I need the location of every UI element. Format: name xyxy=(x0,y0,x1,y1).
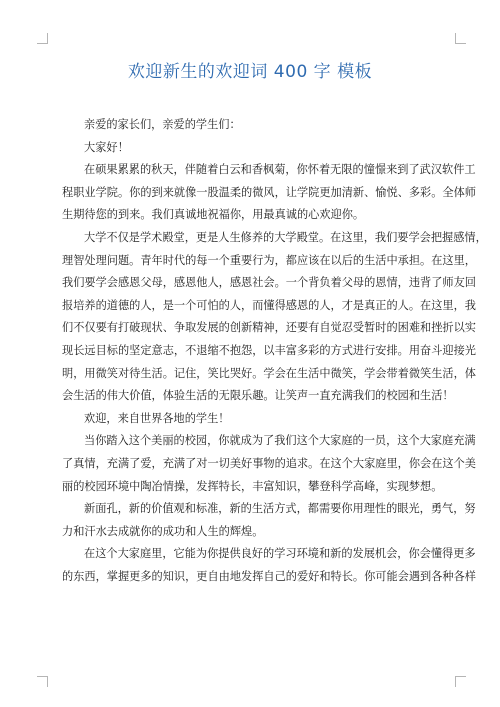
body-line: 力和汗水去成就你的成功和人生的辉煌。 xyxy=(62,524,264,538)
document-body xyxy=(62,114,487,588)
body-line: 欢迎，来自世界各地的学生！ xyxy=(84,411,230,425)
body-line: 现长远目标的坚定意志，不退缩不抱怨，以丰富多彩的方式进行安排。用奋斗迎接光 xyxy=(62,343,476,357)
crop-mark-top-right xyxy=(455,33,466,44)
body-line: 亲爱的家长们，亲爱的学生们： xyxy=(84,118,241,131)
body-line: 我们要学会感恩父母，感恩他人，感恩社会。一个背负着父母的恩情，违背了师友回 xyxy=(62,276,476,290)
body-line: 新面孔，新的价值观和标准，新的生活方式，都需要你用理性的眼光，勇气，努 xyxy=(84,502,476,516)
body-line: 了真情，充满了爱，充满了对一切美好事物的追求。在这个大家庭里，你会在这个美 xyxy=(62,456,476,470)
body-line: 大学不仅是学术殿堂，更是人生修养的大学殿堂。在这里，我们要学会把握感情， xyxy=(84,230,487,244)
crop-mark-bottom-right xyxy=(455,676,466,687)
crop-mark-bottom-left xyxy=(37,676,48,687)
body-line: 理智处理问题。青年时代的每一个重要行为，都应该在以后的生活中承担。在这里， xyxy=(62,253,476,267)
body-line: 程职业学院。你的到来就像一股温柔的微风，让学院更加清新、愉悦、多彩。全体师 xyxy=(62,185,476,199)
body-line: 在这个大家庭里，它能为你提供良好的学习环境和新的发展机会，你会懂得更多 xyxy=(84,547,476,561)
body-line: 生期待您的到来。我们真诚地祝福你，用最真诚的心欢迎你。 xyxy=(62,208,365,222)
body-line: 们不仅要有打破现状、争取发展的创新精神，还要有自觉忍受暂时的困难和挫折以实 xyxy=(62,321,476,335)
body-line: 报培养的道德的人，是一个可怕的人，而懂得感恩的人，才是真正的人。在这里，我 xyxy=(62,298,476,312)
body-line: 会生活的伟大价值，体验生活的无限乐趣。让笑声一直充满我们的校园和生活！ xyxy=(62,389,454,403)
body-line: 明，用微笑对待生活。记住，笑比哭好。学会在生活中微笑，学会带着微笑生活，体 xyxy=(62,366,476,380)
crop-mark-top-left xyxy=(37,33,48,44)
body-line: 在硕果累累的秋天，伴随着白云和香枫菊，你怀着无限的憧憬来到了武汉软件工 xyxy=(84,163,476,177)
document-title: 欢迎新生的欢迎词 400 字 模板 xyxy=(127,62,373,82)
body-line: 当你踏入这个美丽的校园，你就成为了我们这个大家庭的一员，这个大家庭充满 xyxy=(84,434,476,448)
body-line: 的东西，掌握更多的知识，更自由地发挥自己的爱好和特长。你可能会遇到各种各样 xyxy=(62,569,476,583)
body-line: 丽的校园环境中陶冶情操，发挥特长，丰富知识，攀登科学高峰，实现梦想。 xyxy=(62,479,443,493)
body-line: 大家好！ xyxy=(84,140,129,154)
